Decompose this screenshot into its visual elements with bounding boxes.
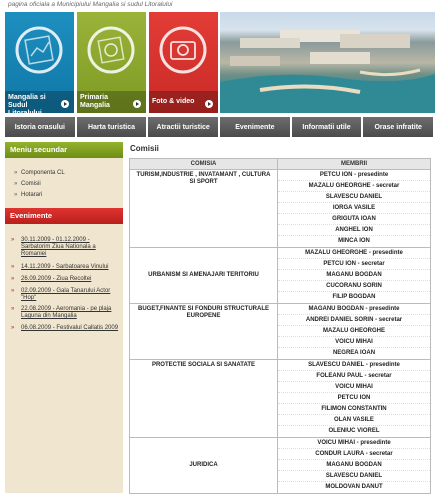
site-tagline: pagina oficiala a Municipiului Mangalia si sudul Litoralului — [8, 1, 173, 8]
column-header-comisia: COMISIA — [130, 159, 278, 169]
tile-label: Mangalia si Sudul Litoralului — [8, 94, 46, 117]
event-link[interactable]: » 14.11.2009 - Sarbatoarea Vinului — [21, 264, 119, 271]
nav-atractii[interactable]: Atractii turistice — [148, 117, 218, 137]
member-name: FILIMON CONSTANTIN — [278, 404, 430, 415]
table-row — [130, 438, 430, 493]
table-header — [130, 159, 430, 170]
member-name: ANDREI DANIEL SORIN - secretar — [278, 315, 430, 326]
menu-item-componenta[interactable]: » Componenta CL — [21, 169, 65, 177]
member-name: GRIGUTA IOAN — [278, 214, 430, 225]
member-name: MINCA ION — [338, 238, 370, 244]
committee-name: TURISM,INDUSTRIE , INVATAMANT , CULTURA SI SPORT — [136, 172, 271, 185]
tile-primaria[interactable] — [77, 12, 146, 113]
tile-label: Foto & video — [152, 98, 195, 105]
globe-icon — [5, 12, 74, 92]
committee-name: BUGET,FINANTE SI FONDURI STRUCTURALE EUROPENE — [138, 306, 269, 319]
member-name: MAGANU BOGDAN — [278, 270, 430, 281]
column-header-membrii: MEMBRII — [341, 161, 367, 167]
sidebar — [5, 142, 123, 493]
members-cell — [278, 304, 430, 359]
arrow-right-icon — [133, 100, 141, 108]
table-body — [130, 170, 430, 493]
event-link[interactable]: » 22.08.2009 - Aeromania - pe plaja Laguna din Mangalia — [21, 306, 119, 320]
committees-table — [129, 158, 431, 494]
table-row — [130, 360, 430, 438]
main-nav — [5, 117, 433, 137]
member-name: SLAVESCU DANIEL — [278, 471, 430, 482]
menu-item-comisii[interactable]: » Comisii — [21, 180, 41, 188]
arrow-right-icon — [61, 100, 69, 108]
committee-cell — [130, 304, 278, 359]
member-name: PETCU ION - presedinte — [278, 170, 430, 181]
members-cell — [278, 248, 430, 303]
nav-istoria[interactable]: Istoria orasului — [5, 117, 75, 137]
event-link[interactable]: » 06.08.2009 - Festivalul Callatis 2009 — [21, 325, 119, 332]
table-row — [130, 248, 430, 304]
event-link[interactable]: » 26.09.2009 - Ziua Recoltei — [21, 276, 119, 283]
events-title: Evenimente — [5, 208, 123, 224]
members-cell — [278, 438, 430, 493]
arrow-right-icon — [205, 100, 213, 108]
table-row — [130, 170, 430, 248]
member-name: FOLEANU PAUL - secretar — [278, 371, 430, 382]
members-cell — [278, 170, 430, 247]
camera-icon — [149, 12, 218, 92]
page-title: Comisii — [130, 144, 159, 153]
member-name: VOICU MIHAI — [278, 337, 430, 348]
header-bar — [0, 0, 440, 12]
member-name: MAGANU BOGDAN - presedinte — [278, 304, 430, 315]
table-row — [130, 304, 430, 360]
event-link[interactable]: » 30.11.2009 - 01.12.2009 - Sarbatorim Ziua Nationala a Romaniei — [21, 237, 119, 258]
member-name: OLENIUC VIOREL — [328, 428, 380, 434]
event-link[interactable]: » 02.09.2009 - Gala Tanarului Actor "Hop" — [21, 288, 119, 302]
member-name: MAZALU GHEORGHE - presedinte — [278, 248, 430, 259]
nav-orase[interactable]: Orase infratite — [363, 117, 433, 137]
member-name: OLAN VASILE — [278, 415, 430, 426]
members-cell — [278, 360, 430, 437]
resort-photo — [220, 12, 435, 113]
committee-name: URBANISM SI AMENAJARI TERITORIU — [148, 272, 259, 278]
member-name: VOICU MIHAI - presedinte — [278, 438, 430, 449]
tile-label: Primaria Mangalia — [80, 94, 110, 109]
member-name: PETCU ION — [278, 393, 430, 404]
menu-item-hotarari[interactable]: » Hotarari — [21, 191, 42, 199]
member-name: NEGREA IOAN — [332, 350, 376, 356]
member-name: CUCORANU SORIN — [278, 281, 430, 292]
member-name: SLAVESCU DANIEL - presedinte — [278, 360, 430, 371]
committee-cell — [130, 360, 278, 437]
member-name: MOLDOVAN DANUT — [325, 484, 383, 490]
committee-name: PROTECTIE SOCIALA SI SANATATE — [151, 362, 256, 368]
member-name: IORGA VASILE — [278, 203, 430, 214]
member-name: MAZALU GHEORGHE - secretar — [278, 181, 430, 192]
member-name: MAZALU GHEORGHE — [278, 326, 430, 337]
secondary-menu-title: Meniu secundar — [5, 142, 123, 158]
nav-informatii[interactable]: Informatii utile — [292, 117, 362, 137]
tile-foto-video[interactable] — [149, 12, 218, 113]
committee-cell — [130, 170, 278, 247]
committee-name: JURIDICA — [189, 462, 218, 468]
committee-cell — [130, 248, 278, 303]
member-name: ANGHEL ION — [278, 225, 430, 236]
member-name: CONDUR LAURA - secretar — [278, 449, 430, 460]
nav-harta[interactable]: Harta turistica — [77, 117, 147, 137]
nav-evenimente[interactable]: Evenimente — [220, 117, 290, 137]
member-name: FILIP BOGDAN — [332, 294, 376, 300]
member-name: MAGANU BOGDAN — [278, 460, 430, 471]
committee-cell — [130, 438, 278, 493]
member-name: PETCU ION - secretar — [278, 259, 430, 270]
content-area — [128, 142, 433, 493]
smiley-icon — [77, 12, 146, 92]
tile-mangalia[interactable] — [5, 12, 74, 117]
member-name: SLAVESCU DANIEL — [278, 192, 430, 203]
member-name: VOICU MIHAI — [278, 382, 430, 393]
